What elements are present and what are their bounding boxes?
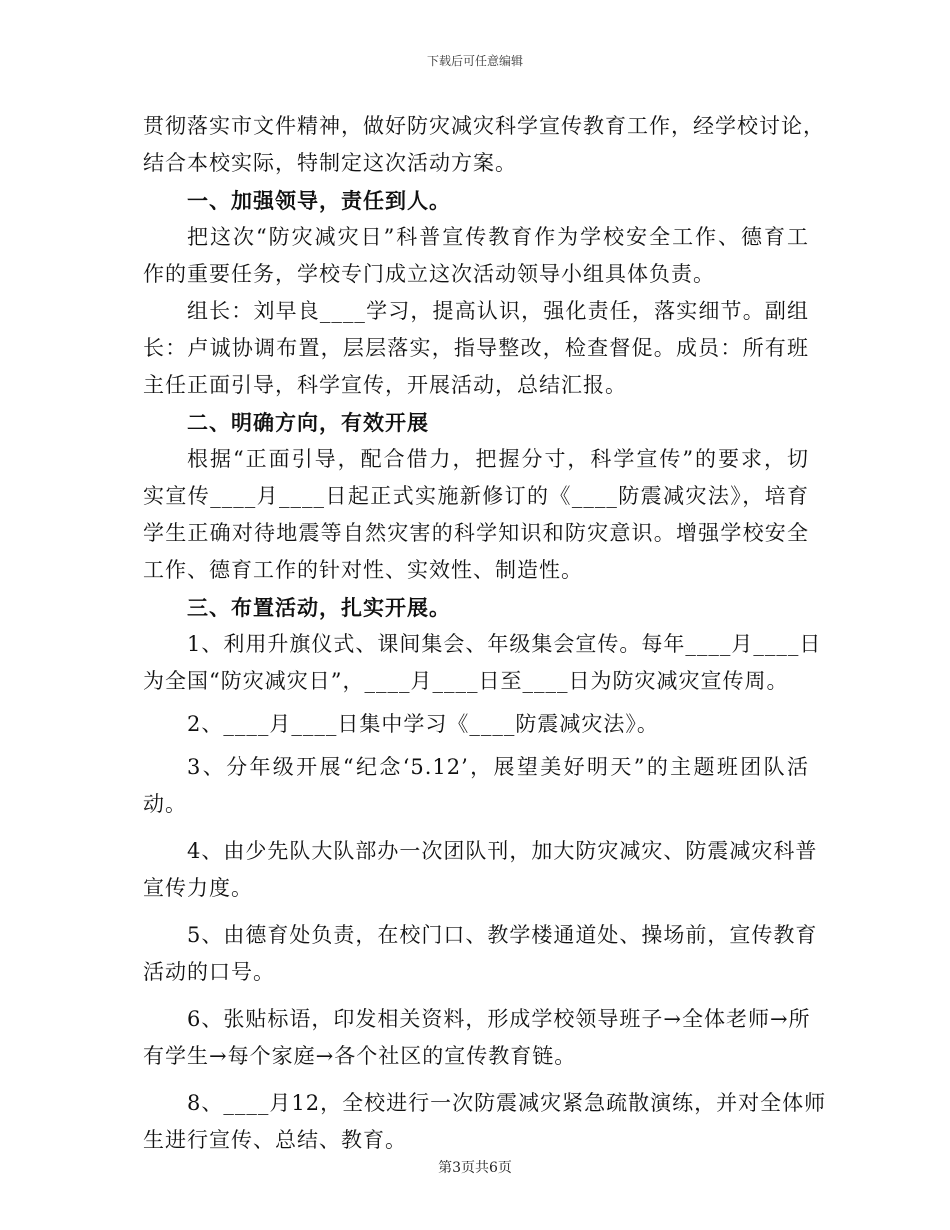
page-number: 第3页共6页 <box>438 1160 512 1176</box>
list-item-line: 活动的口号。 <box>143 960 275 984</box>
list-item-line: 6、张贴标语，印发相关资料，形成学校领导班子→全体老师→所 <box>187 1007 811 1031</box>
list-item-line: 动。 <box>143 792 187 816</box>
list-item-line: 有学生→每个家庭→各个社区的宣传教育链。 <box>143 1044 577 1068</box>
paragraph-line: 实宣传____月____日起正式实施新修订的《____防震减灾法》，培育 <box>143 484 809 508</box>
list-item-line: 8、____月12，全校进行一次防震减灾紧急疏散演练，并对全体师 <box>187 1091 827 1115</box>
list-item-line: 生进行宣传、总结、教育。 <box>143 1128 407 1152</box>
paragraph-line: 组长：刘早良____学习，提高认识，强化责任，落实细节。副组 <box>187 299 809 323</box>
list-item-line: 3、分年级开展“纪念‘5.12’，展望美好明天”的主题班团队活 <box>187 755 809 779</box>
list-item-line: 宣传力度。 <box>143 876 253 900</box>
paragraph-line: 长：卢诚协调布置，层层落实，指导整改，检查督促。成员：所有班 <box>143 336 809 360</box>
page-header-note: 下载后可任意编辑 <box>426 54 523 68</box>
list-item-line: 5、由德育处负责，在校门口、教学楼通道处、操场前，宣传教育 <box>187 923 818 947</box>
paragraph-line: 主任正面引导，科学宣传，开展活动，总结汇报。 <box>143 373 627 397</box>
paragraph-line: 贯彻落实市文件精神，做好防灾减灾科学宣传教育工作，经学校讨论， <box>143 114 825 138</box>
list-item-line: 为全国“防灾减灾日”，____月____日至____日为防灾减灾宣传周。 <box>143 669 789 693</box>
section-heading: 三、布置活动，扎实开展。 <box>187 595 451 620</box>
list-item-line: 4、由少先队大队部办一次团队刊，加大防灾减灾、防震减灾科普 <box>187 839 818 863</box>
section-heading: 一、加强领导，责任到人。 <box>187 188 451 213</box>
paragraph-line: 根据“正面引导，配合借力，把握分寸，科学宣传”的要求，切 <box>187 447 809 471</box>
paragraph-line: 工作、德育工作的针对性、实效性、制造性。 <box>143 558 583 582</box>
paragraph-line: 结合本校实际，特制定这次活动方案。 <box>143 151 517 175</box>
list-item-line: 1、利用升旗仪式、课间集会、年级集会宣传。每年____月____日 <box>187 632 822 656</box>
paragraph-line: 学生正确对待地震等自然灾害的科学知识和防灾意识。增强学校安全 <box>143 521 809 545</box>
section-heading: 二、明确方向，有效开展 <box>187 410 429 435</box>
document-body <box>143 110 827 1157</box>
paragraph-line: 把这次“防灾减灾日”科普宣传教育作为学校安全工作、德育工 <box>187 225 809 249</box>
paragraph-line: 作的重要任务，学校专门成立这次活动领导小组具体负责。 <box>143 262 715 286</box>
list-item-line: 2、____月____日集中学习《____防震减灾法》。 <box>187 712 659 736</box>
